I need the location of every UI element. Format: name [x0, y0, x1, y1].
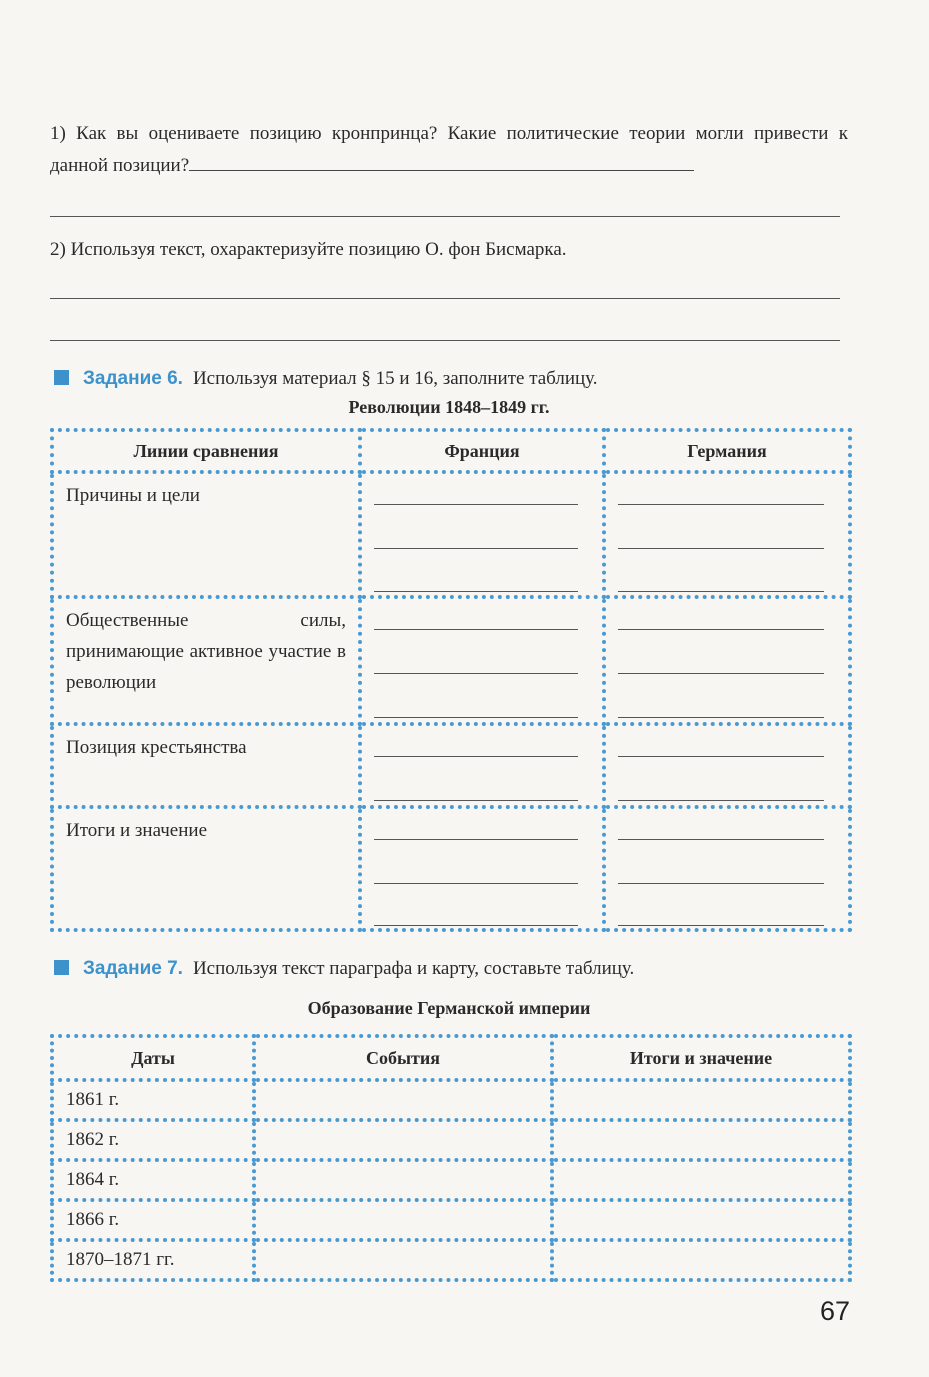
question-1 [50, 118, 848, 182]
header-events: События [254, 1036, 552, 1080]
results-cell[interactable] [552, 1080, 850, 1120]
question-1-text: 1) Как вы оцениваете позицию кронпринца? Какие политические теории могли привести к данной позиции? [50, 123, 848, 176]
question-2: 2) Используя текст, охарактеризуйте позицию О. фон Бисмарка. [50, 239, 567, 260]
row-label: Позиция крестьянства [52, 724, 360, 807]
table-row [52, 1080, 850, 1120]
task-7-instruction: Используя текст параграфа и карту, составьте таблицу. [192, 958, 635, 979]
header-results: Итоги и значение [552, 1036, 850, 1080]
task-7-label: Задание 7. [83, 958, 183, 979]
table-row [52, 472, 850, 597]
row-label: Общественные силы, принимающие активное участие в революции [52, 597, 360, 724]
answer-cell-germany[interactable] [604, 807, 850, 930]
events-cell[interactable] [254, 1080, 552, 1120]
table-row [52, 1120, 850, 1160]
events-cell[interactable] [254, 1120, 552, 1160]
events-cell[interactable] [254, 1160, 552, 1200]
row-label: Причины и цели [52, 472, 360, 597]
results-cell[interactable] [552, 1200, 850, 1240]
results-cell[interactable] [552, 1240, 850, 1280]
results-cell[interactable] [552, 1160, 850, 1200]
date-cell: 1866 г. [52, 1200, 254, 1240]
table-row [52, 597, 850, 724]
table-header-row [52, 430, 850, 472]
task-6-instruction: Используя материал § 15 и 16, заполните таблицу. [192, 368, 598, 389]
answer-cell-france[interactable] [360, 724, 604, 807]
german-empire-table [50, 1034, 852, 1282]
events-cell[interactable] [254, 1240, 552, 1280]
header-germany: Германия [604, 430, 850, 472]
table-header-row [52, 1036, 850, 1080]
revolutions-table [50, 428, 852, 932]
table-row [52, 807, 850, 930]
results-cell[interactable] [552, 1120, 850, 1160]
table-row [52, 724, 850, 807]
table-row [52, 1240, 850, 1280]
header-france: Франция [360, 430, 604, 472]
task-7-heading [54, 958, 634, 980]
task-6-label: Задание 6. [83, 368, 183, 389]
row-label: Итоги и значение [52, 807, 360, 930]
answer-line[interactable] [189, 152, 694, 171]
date-cell: 1862 г. [52, 1120, 254, 1160]
answer-cell-france[interactable] [360, 807, 604, 930]
answer-cell-france[interactable] [360, 472, 604, 597]
square-bullet-icon [54, 960, 69, 975]
table-1-title: Революции 1848–1849 гг. [348, 397, 550, 417]
answer-line[interactable] [50, 298, 840, 299]
answer-cell-germany[interactable] [604, 724, 850, 807]
page-number: 67 [819, 1296, 850, 1326]
answer-line[interactable] [50, 216, 840, 217]
table-row [52, 1160, 850, 1200]
table-2-title: Образование Германской империи [307, 998, 591, 1018]
date-cell: 1864 г. [52, 1160, 254, 1200]
square-bullet-icon [54, 370, 69, 385]
table-row [52, 1200, 850, 1240]
task-6-heading [54, 368, 598, 390]
answer-cell-germany[interactable] [604, 472, 850, 597]
header-comparison-lines: Линии сравнения [52, 430, 360, 472]
events-cell[interactable] [254, 1200, 552, 1240]
answer-cell-germany[interactable] [604, 597, 850, 724]
answer-line[interactable] [50, 340, 840, 341]
date-cell: 1861 г. [52, 1080, 254, 1120]
date-cell: 1870–1871 гг. [52, 1240, 254, 1280]
header-dates: Даты [52, 1036, 254, 1080]
answer-cell-france[interactable] [360, 597, 604, 724]
